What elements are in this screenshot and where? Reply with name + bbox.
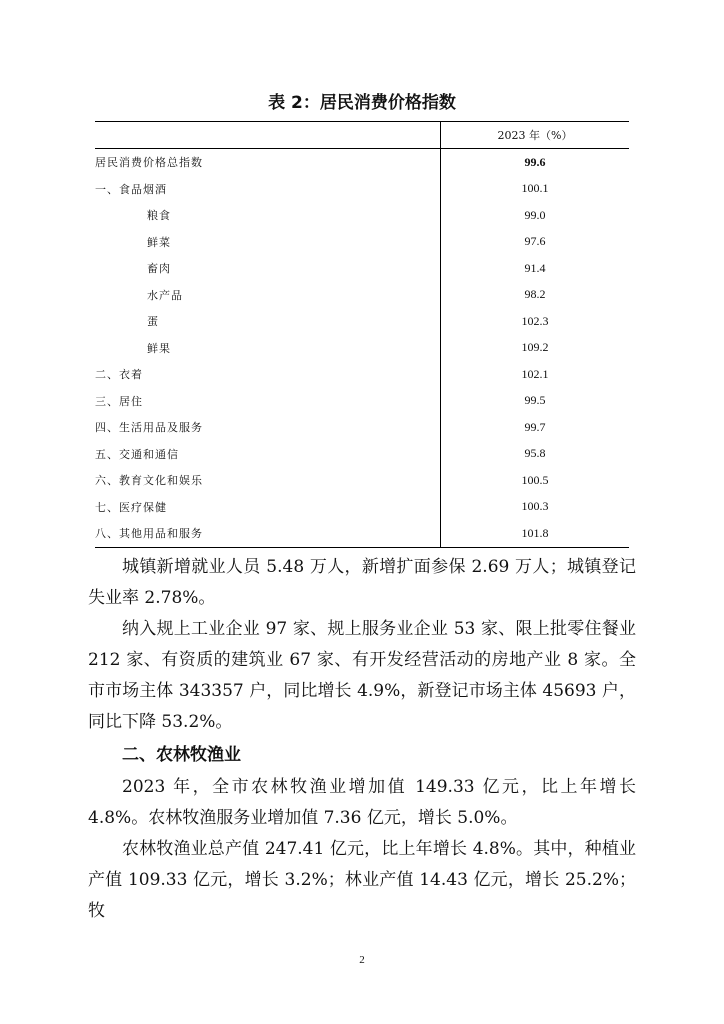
table-row bbox=[95, 335, 629, 362]
row-name: 鲜果 bbox=[95, 335, 441, 362]
table-row bbox=[95, 176, 629, 203]
row-name: 六、教育文化和娱乐 bbox=[95, 467, 441, 494]
table-row bbox=[95, 467, 629, 494]
row-value: 102.1 bbox=[521, 366, 549, 381]
paragraph-employment: 城镇新增就业人员 5.48 万人，新增扩面参保 2.69 万人；城镇登记失业率 2.78%。 bbox=[88, 557, 636, 608]
row-value: 100.3 bbox=[521, 499, 549, 514]
paragraph-agri-value-added: 2023 年，全市农林牧渔业增加值 149.33 亿元，比上年增长 4.8%。农林牧渔服务业增加值 7.36 亿元，增长 5.0%。 bbox=[88, 777, 636, 828]
body-text bbox=[88, 552, 636, 927]
row-value: 99.0 bbox=[524, 207, 546, 222]
table-row bbox=[95, 361, 629, 388]
row-name: 四、生活用品及服务 bbox=[95, 414, 441, 441]
row-name: 居民消费价格总指数 bbox=[95, 149, 441, 176]
row-name: 二、衣着 bbox=[95, 361, 441, 388]
paragraph-enterprises: 纳入规上工业企业 97 家、规上服务业企业 53 家、限上批零住餐业 212 家、有资质的建筑业 67 家、有开发经营活动的房地产业 8 家。全市市场主体 343357 户，同比增长 4.9%，新登记市场主体 45693 户，同比下降 53.2%。 bbox=[88, 619, 636, 732]
table-row bbox=[95, 282, 629, 309]
row-value: 97.6 bbox=[524, 234, 546, 249]
table-row bbox=[95, 202, 629, 229]
row-name: 畜肉 bbox=[95, 255, 441, 282]
row-value: 101.8 bbox=[521, 525, 549, 540]
paragraph-agri-output: 农林牧渔业总产值 247.41 亿元，比上年增长 4.8%。其中，种植业产值 109.33 亿元，增长 3.2%；林业产值 14.43 亿元，增长 25.2%；牧 bbox=[88, 839, 636, 921]
table-row bbox=[95, 149, 629, 176]
table-row bbox=[95, 229, 629, 256]
table-row bbox=[95, 308, 629, 335]
page-number: 2 bbox=[359, 954, 365, 966]
row-name: 八、其他用品和服务 bbox=[95, 520, 441, 547]
row-value: 100.5 bbox=[521, 472, 549, 487]
column-header: 2023 年（%） bbox=[441, 122, 630, 149]
row-value: 109.2 bbox=[521, 340, 549, 355]
row-name: 粮食 bbox=[95, 202, 441, 229]
row-value: 99.6 bbox=[524, 154, 546, 169]
row-name: 水产品 bbox=[95, 282, 441, 309]
row-value: 91.4 bbox=[524, 260, 546, 275]
row-value: 95.8 bbox=[524, 446, 546, 461]
table-row bbox=[95, 494, 629, 521]
table-row bbox=[95, 441, 629, 468]
row-name: 鲜菜 bbox=[95, 229, 441, 256]
row-value: 99.5 bbox=[524, 393, 546, 408]
row-name: 三、居住 bbox=[95, 388, 441, 415]
row-name: 一、食品烟酒 bbox=[95, 176, 441, 203]
table-row bbox=[95, 255, 629, 282]
row-value: 99.7 bbox=[524, 419, 546, 434]
table-row bbox=[95, 388, 629, 415]
cpi-table bbox=[95, 121, 629, 548]
header-blank-cell bbox=[95, 122, 441, 149]
row-name: 蛋 bbox=[95, 308, 441, 335]
table-title: 表 2：居民消费价格指数 bbox=[268, 93, 456, 113]
row-value: 100.1 bbox=[521, 181, 549, 196]
table-row bbox=[95, 520, 629, 547]
row-name: 七、医疗保健 bbox=[95, 494, 441, 521]
table-row bbox=[95, 414, 629, 441]
section-heading: 二、农林牧渔业 bbox=[122, 745, 241, 765]
row-value: 98.2 bbox=[524, 287, 546, 302]
row-name: 五、交通和通信 bbox=[95, 441, 441, 468]
row-value: 102.3 bbox=[521, 313, 549, 328]
